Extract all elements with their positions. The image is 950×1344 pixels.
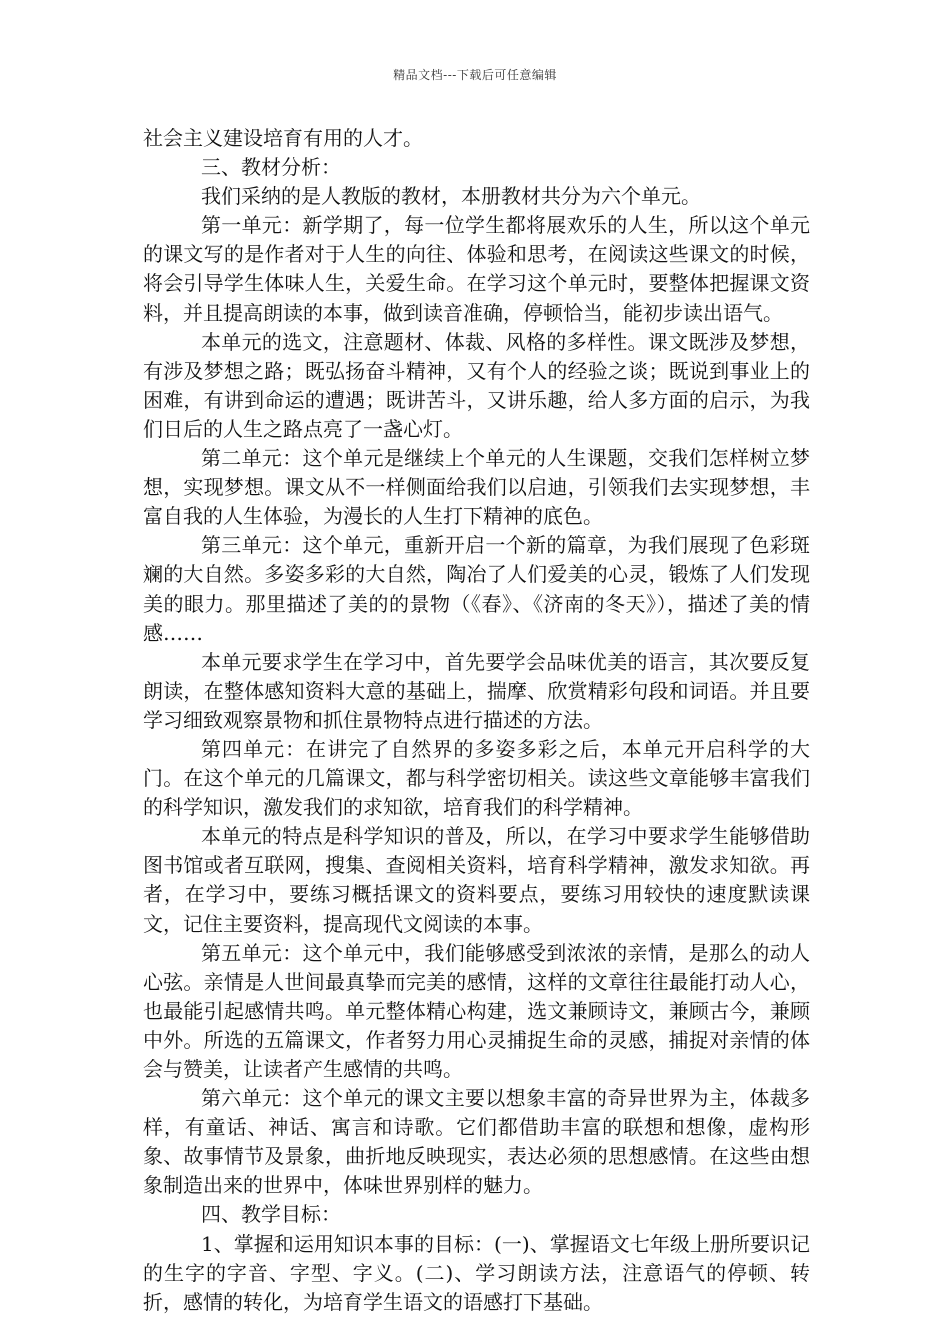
paragraph: 四、教学目标： bbox=[201, 1202, 341, 1227]
document-body bbox=[143, 124, 810, 1317]
paragraph: 1、掌握和运用知识本事的目标：(一)、掌握语文七年级上册所要识记的生字的字音、字型、字义。(二)、学习朗读方法，注意语气的停顿、转折，感情的转化，为培育学生语文的语感打下基础。 bbox=[143, 1231, 810, 1314]
paragraph: 三、教材分析： bbox=[201, 155, 341, 180]
paragraph: 第五单元：这个单元中，我们能够感受到浓浓的亲情，是那么的动人心弦。亲情是人世间最真挚而完美的感情，这样的文章往往最能打动人心，也最能引起感情共鸣。单元整体精心构建，选文兼顾诗文，兼顾古今，兼顾中外。所选的五篇课文，作者努力用心灵捕捉生命的灵感，捕捉对亲情的体会与赞美，让读者产生感情的共鸣。 bbox=[143, 940, 810, 1081]
paragraph: 第一单元：新学期了，每一位学生都将展欢乐的人生，所以这个单元的课文写的是作者对于人生的向往、体验和思考，在阅读这些课文的时候，将会引导学生体味人生，关爱生命。在学习这个单元时，要整体把握课文资料，并且提高朗读的本事，做到读音准确，停顿恰当，能初步读出语气。 bbox=[143, 213, 810, 325]
paragraph: 第六单元：这个单元的课文主要以想象丰富的奇异世界为主，体裁多样，有童话、神话、寓言和诗歌。它们都借助丰富的联想和想像，虚构形象、故事情节及景象，曲折地反映现实，表达必须的思想感情。在这些由想象制造出来的世界中，体味世界别样的魅力。 bbox=[143, 1086, 810, 1198]
paragraph: 本单元要求学生在学习中，首先要学会品味优美的语言，其次要反复朗读，在整体感知资料大意的基础上，揣摩、欣赏精彩句段和词语。并且要学习细致观察景物和抓住景物特点进行描述的方法。 bbox=[143, 649, 810, 732]
paragraph: 本单元的选文，注意题材、体裁、风格的多样性。课文既涉及梦想，有涉及梦想之路；既弘扬奋斗精神，又有个人的经验之谈；既说到事业上的困难，有讲到命运的遭遇；既讲苦斗，又讲乐趣，给人多方面的启示，为我们日后的人生之路点亮了一盏心灯。 bbox=[143, 329, 810, 441]
paragraph: 第二单元：这个单元是继续上个单元的人生课题，交我们怎样树立梦想，实现梦想。课文从不一样侧面给我们以启迪，引领我们去实现梦想，丰富自我的人生体验，为漫长的人生打下精神的底色。 bbox=[143, 446, 810, 529]
paragraph: 第三单元：这个单元，重新开启一个新的篇章，为我们展现了色彩斑斓的大自然。多姿多彩的大自然，陶冶了人们爱美的心灵，锻炼了人们发现美的眼力。那里描述了美的的景物（《春》、《济南的冬天》），描述了美的情感…… bbox=[143, 533, 810, 645]
paragraph: 社会主义建设培育有用的人才。 bbox=[143, 126, 423, 150]
paragraph: 我们采纳的是人教版的教材，本册教材共分为六个单元。 bbox=[201, 184, 701, 209]
paragraph: 本单元的特点是科学知识的普及，所以，在学习中要求学生能够借助图书馆或者互联网，搜集、查阅相关资料，培育科学精神，激发求知欲。再者，在学习中，要练习概括课文的资料要点，要练习用较快的速度默读课文，记住主要资料，提高现代文阅读的本事。 bbox=[143, 824, 810, 936]
paragraph: 第四单元：在讲完了自然界的多姿多彩之后，本单元开启科学的大门。在这个单元的几篇课文，都与科学密切相关。读这些文章能够丰富我们的科学知识，激发我们的求知欲，培育我们的科学精神。 bbox=[143, 736, 810, 820]
page-header: 精品文档---下载后可任意编辑 bbox=[393, 68, 557, 82]
